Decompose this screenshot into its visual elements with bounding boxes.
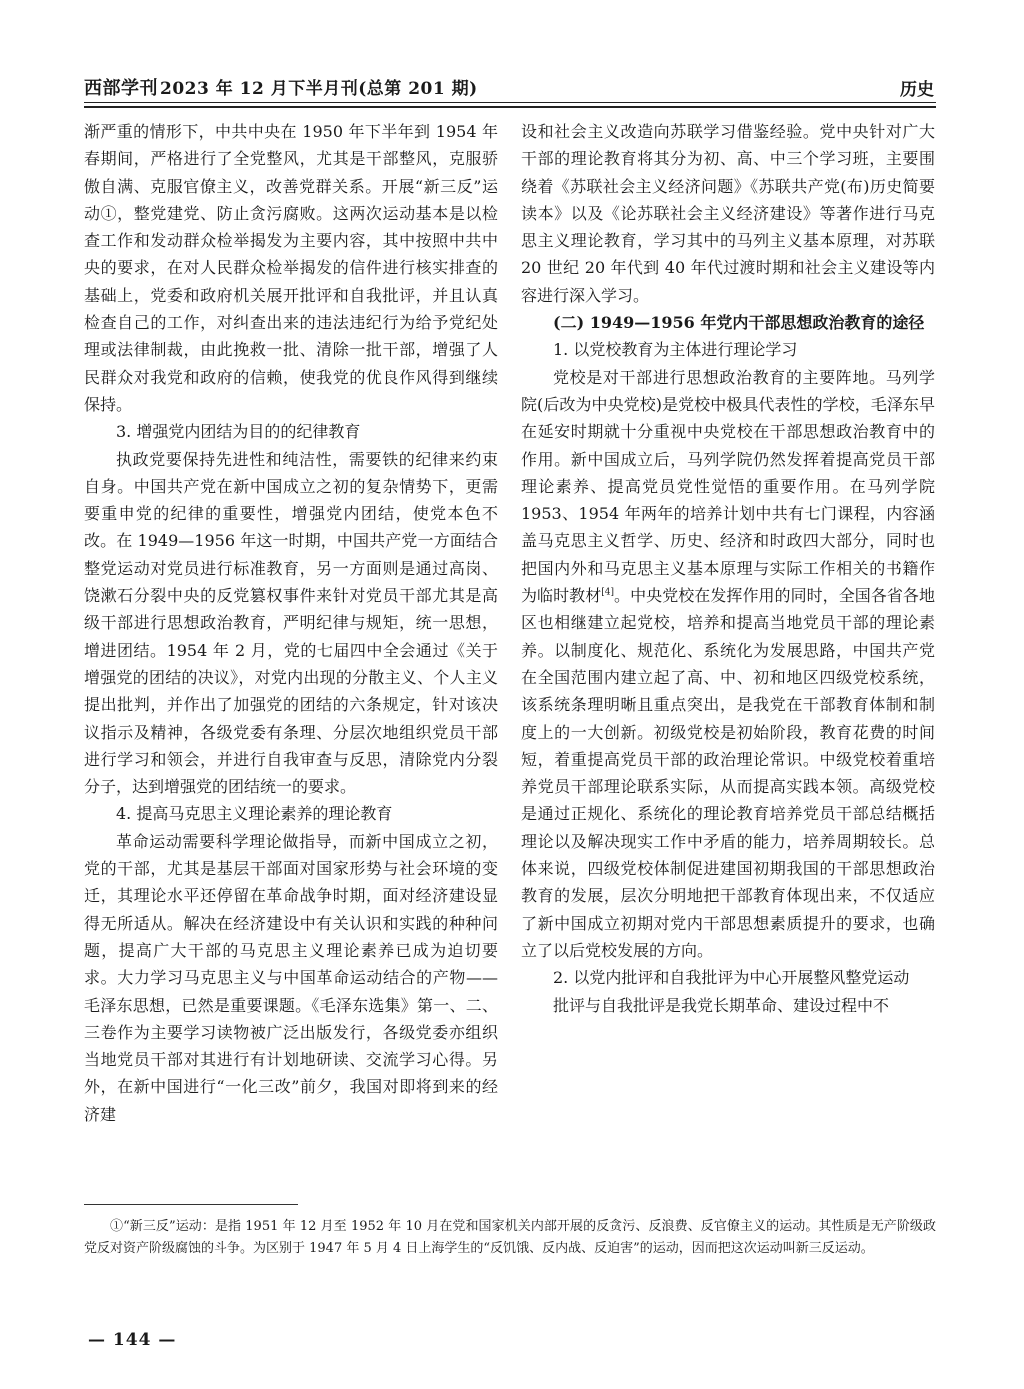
issue-info: 2023 年 12 月下半月刊(总第 201 期)	[160, 79, 478, 99]
citation-ref[interactable]: [4]	[601, 587, 614, 598]
left-column	[84, 118, 498, 1128]
footnote: ①“新三反”运动：是指 1951 年 12 月至 1952 年 10 月在党和国家机关内部开展的反贪污、反浪费、反官僚主义的运动。其性质是无产阶级政党反对资产阶级腐蚀的斗争。为区别于 1947 年 5 月 4 日上海学生的“反饥饿、反内战、反迫害”的运动，因而把这次运动叫新三反运动。	[84, 1219, 936, 1256]
subsection-heading: 1. 以党校教育为主体进行理论学习	[553, 340, 798, 360]
paragraph: 执政党要保持先进性和纯洁性，需要铁的纪律来约束自身。中国共产党在新中国成立之初的复杂情势下，更需要重申党的纪律的重要性，增强党内团结，使党本色不改。在 1949—1956 年这一时期，中国共产党一方面结合整党运动对党员进行标准教育，另一方面则是通过高岗、饶漱石分裂中央的反党篡权事件来针对党员干部尤其是高级干部进行思想政治教育，严明纪律与规矩，统一思想，增进团结。1954 年 2 月，党的七届四中全会通过《关于增强党的团结的决议》，对党内出现的分散主义、个人主义提出批判，并作出了加强党的团结的六条规定，针对该决议指示及精神，各级党委有条理、分层次地组织党员干部进行学习和领会，并进行自我审查与反思，清除党内分裂分子，达到增强党的团结统一的要求。	[84, 449, 498, 797]
paragraph: 革命运动需要科学理论做指导，而新中国成立之初，党的干部，尤其是基层干部面对国家形势与社会环境的变迁，其理论水平还停留在革命战争时期，面对经济建设显得无所适从。解决在经济建设中有关认识和实践的种种问题，提高广大干部的马克思主义理论素养已成为迫切要求。大力学习马克思主义与中国革命运动结合的产物——毛泽东思想，已然是重要课题。《毛泽东选集》第一、二、三卷作为主要学习读物被广泛出版发行，各级党委亦组织当地党员干部对其进行有计划地研读、交流学习心得。另外，在新中国进行“一化三改”前夕，我国对即将到来的经济建	[84, 831, 498, 1124]
subsection-heading: 2. 以党内批评和自我批评为中心开展整风整党运动	[553, 968, 910, 988]
journal-logo: 西部学刊	[84, 78, 158, 99]
paragraph: 批评与自我批评是我党长期革命、建设过程中不	[553, 995, 890, 1015]
paragraph: 渐严重的情形下，中共中央在 1950 年下半年到 1954 年春期间，严格进行了全党整风，尤其是干部整风，克服骄傲自满、克服官僚主义，改善党群关系。开展“新三反”运动①，整党建党、防止贪污腐败。这两次运动基本是以检查工作和发动群众检举揭发为主要内容，其中按照中共中央的要求，在对人民群众检举揭发的信件进行核实排查的基础上，党委和政府机关展开批评和自我批评，并且认真检查自己的工作，对纠查出来的违法违纪行为给予党纪处理或法律制裁，由此挽救一批、清除一批干部，增强了人民群众对我党和政府的信赖，使我党的优良作风得到继续保持。	[84, 122, 498, 414]
section-heading: (二) 1949—1956 年党内干部思想政治教育的途径	[553, 313, 925, 333]
subsection-heading: 3. 增强党内团结为目的的纪律教育	[116, 422, 361, 442]
page-number: — 144 —	[88, 1330, 177, 1350]
paragraph-text: 党校是对干部进行思想政治教育的主要阵地。马列学院(后改为中央党校)是党校中极具代表性的学校，毛泽东早在延安时期就十分重视中央党校在干部思想政治教育中的作用。新中国成立后，马列学院仍然发挥着提高党员干部理论素养、提高党员党性觉悟的重要作用。在马列学院 1953、1954 年两年的培养计划中共有七门课程，内容涵盖马克思主义哲学、历史、经济和时政四大部分，同时也把国内外和马克思主义基本原理与实际工作相关的书籍作为临时教材	[521, 367, 935, 606]
section-title: 历史	[900, 80, 934, 100]
right-column	[521, 118, 935, 1019]
subsection-heading: 4. 提高马克思主义理论素养的理论教育	[116, 804, 393, 824]
paragraph	[521, 364, 935, 965]
header-rule-thin	[84, 102, 936, 103]
footnote-rule	[84, 1204, 298, 1205]
journal-issue-label	[84, 74, 478, 100]
running-header	[84, 70, 934, 100]
paragraph-text: 。中央党校在发挥作用的同时，全国各省各地区也相继建立起党校，培养和提高当地党员干部的理论素养。以制度化、规范化、系统化为发展思路，中国共产党在全国范围内建立起了高、中、初和地区四级党校系统，该系统条理明晰且重点突出，是我党在干部教育体制和制度上的一大创新。初级党校是初始阶段，教育花费的时间短，着重提高党员干部的政治理论常识。中级党校着重培养党员干部理论联系实际，从而提高实践本领。高级党校是通过正规化、系统化的理论教育培养党员干部总结概括理论以及解决现实工作中矛盾的能力，培养周期较长。总体来说，四级党校体制促进建国初期我国的干部思想政治教育的发展，层次分明地把干部教育体现出来，不仅适应了新中国成立初期对党内干部思想素质提升的要求，也确立了以后党校发展的方向。	[521, 586, 935, 960]
paragraph: 设和社会主义改造向苏联学习借鉴经验。党中央针对广大干部的理论教育将其分为初、高、中三个学习班，主要围绕着《苏联社会主义经济问题》《苏联共产党(布)历史简要读本》以及《论苏联社会主义经济建设》等著作进行马克思主义理论教育，学习其中的马列主义基本原理，对苏联 20 世纪 20 年代到 40 年代过渡时期和社会主义建设等内容进行深入学习。	[521, 122, 935, 305]
header-rule-thick	[84, 106, 936, 108]
